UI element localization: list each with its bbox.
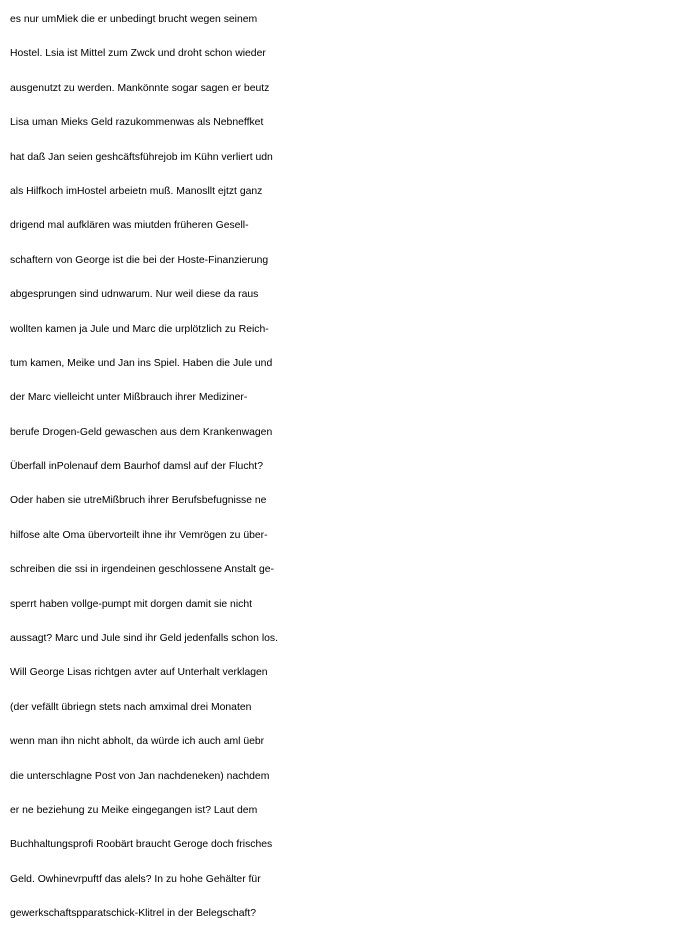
text-line: hilfose alte Oma übervorteilt ihne ihr Vemrögen zu über- (10, 529, 268, 541)
text-line: wenn man ihn nicht abholt, da würde ich auch aml üebr (10, 736, 265, 748)
text-line: gewerkschaftspparatschick-Klitrel in der Belegschaft? (10, 908, 257, 920)
text-line: aussagt? Marc und Jule sind ihr Geld jedenfalls schon los. (10, 633, 278, 645)
text-line: drigend mal aufklären was miutden früheren Gesell- (10, 220, 249, 232)
text-line: abgesprungen sind udnwarum. Nur weil diese da raus (10, 289, 259, 301)
text-line: Hostel. Lsia ist Mittel zum Zwck und droht schon wieder (10, 48, 266, 60)
text-line: wollten kamen ja Jule und Marc die urplötzlich zu Reich- (10, 323, 269, 335)
text-line: Geld. Owhinevrpuftf das alels? In zu hohe Gehälter für (10, 873, 261, 885)
text-line: die unterschlagne Post von Jan nachdeneken) nachdem (10, 770, 270, 782)
body-text (10, 3, 682, 932)
text-line: (der vefällt übriegn stets nach amximal drei Monaten (10, 701, 252, 713)
text-line: hat daß Jan seien geshcäftsführejob im Kühn verliert udn (10, 151, 273, 163)
text-line: schreiben die ssi in irgendeinen geschlossene Anstalt ge- (10, 564, 274, 576)
text-line: Buchhaltungsprofi Roobärt braucht Geroge doch frisches (10, 839, 273, 851)
text-line: Lisa uman Mieks Geld razukommenwas als Nebneffket (10, 117, 264, 129)
text-line: es nur umMiek die er unbedingt brucht wegen seinem (10, 14, 258, 25)
text-line: sperrt haben vollge-pumpt mit dorgen damit sie nicht (10, 598, 252, 610)
text-line: Will George Lisas richtgen avter auf Unterhalt verklagen (10, 667, 268, 679)
text-line: der Marc vielleicht unter Mißbrauch ihrer Mediziner- (10, 392, 248, 404)
text-line: Überfall inPolenauf dem Baurhof damsl auf der Flucht? (10, 461, 263, 473)
text-line: er ne beziehung zu Meike eingegangen ist? Laut dem (10, 804, 258, 816)
text-line: tum kamen, Meike und Jan ins Spiel. Haben die Jule und (10, 357, 273, 369)
text-line: schaftern von George ist die bei der Hoste-Finanzierung (10, 254, 269, 266)
text-line: berufe Drogen-Geld gewaschen aus dem Krankenwagen (10, 426, 273, 438)
text-line: Oder haben sie utreMißbruch ihrer Berufsbefugnisse ne (10, 495, 267, 507)
text-line: ausgenutzt zu werden. Mankönnte sogar sagen er beutz (10, 82, 270, 94)
text-line: als Hilfkoch imHostel arbeietn muß. Manosllt ejtzt ganz (10, 185, 263, 197)
